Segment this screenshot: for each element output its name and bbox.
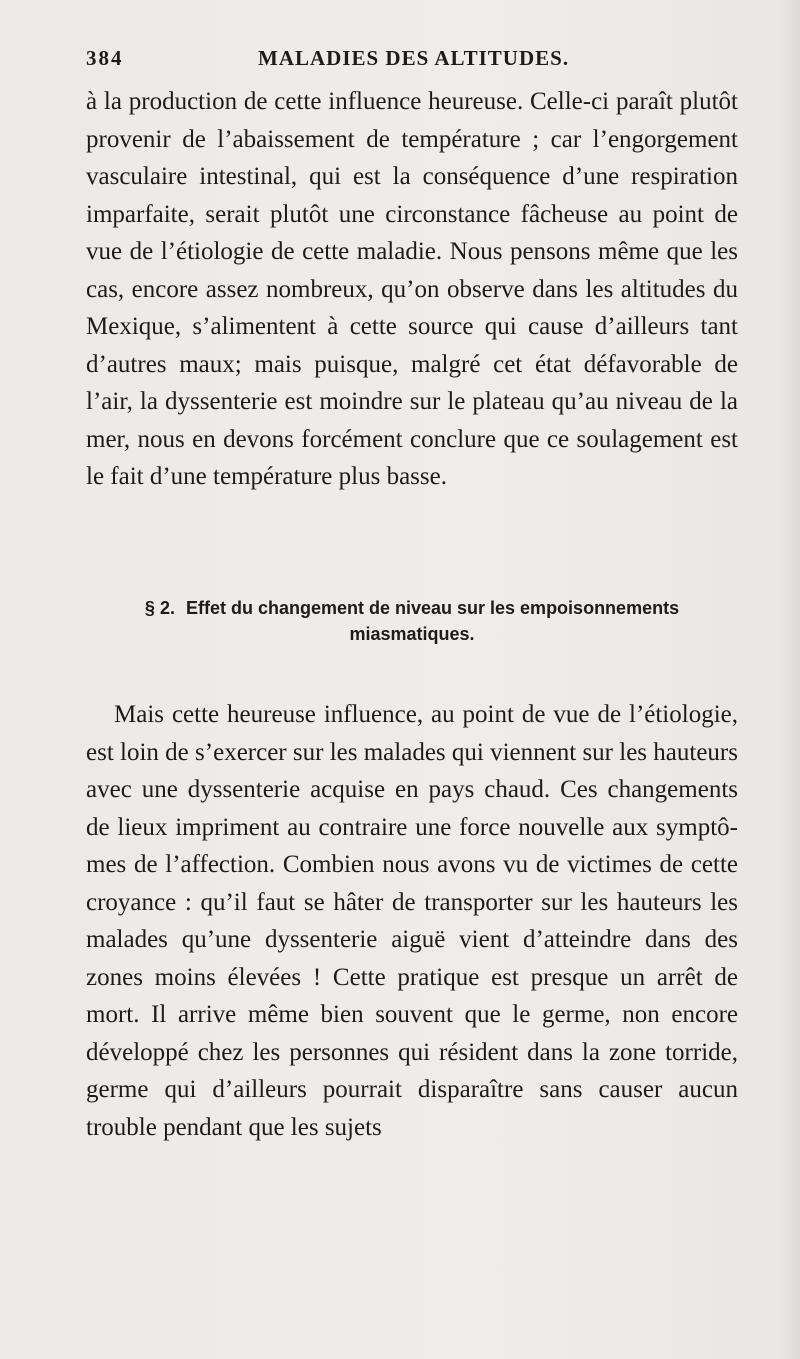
section-number: 2. [159,598,175,618]
page-number: 384 [86,46,124,70]
section-heading [86,595,738,647]
page-edge-shadow [782,0,800,1359]
running-title: MALADIES DES ALTITUDES. [258,46,570,70]
paragraph-2: Mais cette heureuse influence, au point de vue de l’étiologie, est loin de s’exercer sur les malades qui viennent sur les hauteurs avec une dyssenterie acquise en pays chaud. Ces changements de lieux impriment au contraire une force nouvelle aux symptômes de l’affection. Combien nous avons vu de victimes de cette croyance : qu’il faut se hâter de transporter sur les hauteurs les malades qu’une dyssenterie aiguë vient d’atteindre dans des zones moins élevées ! Cette pratique est presque un arrêt de mort. Il arrive même bien souvent que le germe, non encore développé chez les personnes qui résident dans la zone torride, germe qui d’ailleurs pourrait disparaître sans causer aucun trouble pendant que les sujets [86,701,738,1141]
section-mark: § [144,598,155,618]
page-header [86,46,736,76]
paragraph-1: à la production de cette influence heureuse. Celle-ci paraît plutôt provenir de l’abaissement de température ; car l’engorgement vasculaire intestinal, qui est la conséquence d’une respiration imparfaite, serait plutôt une circonstance fâcheuse au point de vue de l’étiologie de cette maladie. Nous pensons même que les cas, encore assez nombreux, qu’on observe dans les altitudes du Mexique, s’alimentent à cette source qui cause d’ailleurs tant d’autres maux; mais puisque, malgré cet état défavorable de l’air, la dyssenterie est moindre sur le plateau qu’au niveau de la mer, nous en devons forcément conclure que ce soulagement est le fait d’une température plus basse. [86,88,738,490]
section-title: Effet du changement de niveau sur les empoisonnements miasmatiques. [185,598,680,644]
